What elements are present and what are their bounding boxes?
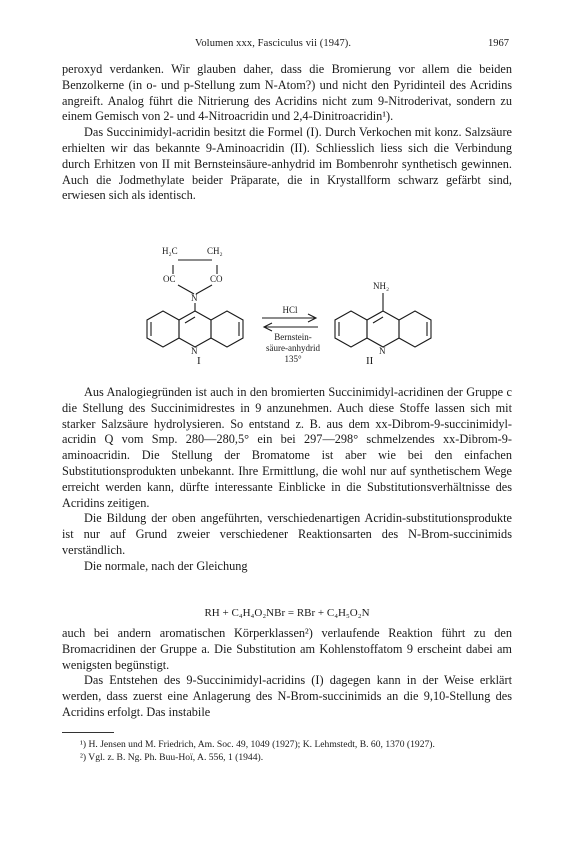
amino-group-label: NH₂	[373, 281, 390, 291]
compound-label-ii: II	[366, 355, 374, 367]
succinimide-n-right-bond	[196, 285, 212, 294]
ch2-label-right: CH₂	[207, 246, 223, 256]
footnote-divider	[62, 732, 114, 733]
footnote-1: ¹) H. Jensen und M. Friedrich, Am. Soc. 49, 1049 (1927); K. Lehmstedt, B. 60, 1370 (1927).	[80, 739, 435, 750]
carbonyl-label-right: CO	[210, 274, 223, 284]
body-text-bottom	[62, 626, 512, 721]
body-text-lower	[62, 385, 512, 575]
reagent-hcl-label: HCl	[282, 305, 298, 315]
compound-label-i: I	[197, 355, 201, 367]
running-header	[195, 37, 509, 51]
paragraph-analogy: Aus Analogiegründen ist auch in den bromierten Succinimidyl-acridinen der Gruppe c die Stellung des Succinimidrestes in 9 anzunehmen. Auch diese Stoffe lassen sich mit starker Salzsäure hydrolysieren. So entstand z. B. aus dem xx-Dibrom-9-succinimidyl-acridin Q vom Smp. 280—280,5° ein bei 297—298° schmelzendes xx-Dibrom-9-aminoacridin. Die Stellung der Bromatome ist aber wie bei den einfachen Substitutionsprodukten unbekannt. Ihre Ermittlung, die wohl nur auf synthetischem Wege erreicht werden kann, dürfte interessante Einblicke in die Substitutionsverhältnisse des Acridins zeitigen.	[62, 385, 512, 510]
acridine-ii-middle-ring	[367, 311, 399, 347]
paragraph-equation-intro: Die normale, nach der Gleichung	[84, 558, 248, 573]
acridine-i-nitrogen-label: N	[191, 346, 198, 356]
carbonyl-label-left: OC	[163, 274, 176, 284]
body-text-upper	[62, 62, 512, 204]
acridine-ii-double-bond	[373, 317, 383, 323]
footnotes	[62, 738, 512, 764]
reaction-temperature: 135°	[284, 354, 302, 364]
acridine-i-left-ring	[147, 311, 179, 347]
acridine-i-middle-ring	[179, 311, 211, 347]
paragraph-formation: Die Bildung der oben angeführten, verschiedenartigen Acridin-substitutionsprodukte ist nur auf Grund zweier verschiedener Reaktionsarten des N-Brom-succinimids verständlich.	[62, 511, 512, 557]
reaction-scheme	[140, 238, 440, 378]
page-number: 1967	[488, 38, 509, 49]
imide-nitrogen-label: N	[191, 293, 198, 303]
paragraph-normal-reaction: auch bei andern aromatischen Körperklassen²) verlaufende Reaktion führt zu den Bromacridinen der Gruppe a. Die Substitution am Kohlenstoffatom 9 erscheint dabei am wenigsten begünstigt.	[62, 626, 512, 672]
acridine-i-right-ring	[211, 311, 243, 347]
footnote-2: ²) Vgl. z. B. Ng. Ph. Buu-Hoï, A. 556, 1 (1944).	[80, 752, 264, 763]
paragraph-formula-description: Das Succinimidyl-acridin besitzt die Formel (I). Durch Verkochen mit konz. Salzsäure erhielten wir das bekannte 9-Aminoacridin (II). Schliesslich liess sich die Verbindung durch Erhitzen von II mit Bernsteinsäure-anhydrid im Bombenrohr synthetisch gewinnen. Auch die Jodmethylate beider Präparate, die in Krystallform schwarz gefärbt sind, erwiesen sich als identisch.	[62, 125, 512, 203]
acridine-ii-left-ring	[335, 311, 367, 347]
reverse-reagent-line1: Bernstein-	[274, 332, 312, 342]
acridine-i-double-bond	[185, 317, 195, 323]
ch2-label-left: H₂C	[162, 246, 178, 256]
acridine-ii-right-ring	[399, 311, 431, 347]
reverse-reagent-line2: säure-anhydrid	[266, 343, 320, 353]
paragraph-mechanism: Das Entstehen des 9-Succinimidyl-acridins (I) dagegen kann in der Weise erklärt werden, dass zuerst eine Anlagerung des N-Brom-succinimids an die 9,10-Stellung des Acridins erfolgt. Das instabile	[62, 673, 512, 719]
paragraph-bromination: peroxyd verdanken. Wir glauben daher, dass die Bromierung vor allem die beiden Benzolkerne (in o- und p-Stellung zum N-Atom?) und nicht den Pyridinteil des Acridins angreift. Analog führt die Nitrierung des Acridins nicht zum 9-Nitroderivat, sondern zu einem Gemisch von 2- und 4-Nitroacridin und 2,4-Dinitroacridin¹).	[62, 62, 512, 124]
reaction-equation: RH + C₄H₄O₂NBr = RBr + C₄H₅O₂N	[204, 607, 370, 619]
acridine-ii-nitrogen-label: N	[379, 346, 386, 356]
journal-volume-title: Volumen xxx, Fasciculus vii (1947).	[195, 38, 352, 49]
